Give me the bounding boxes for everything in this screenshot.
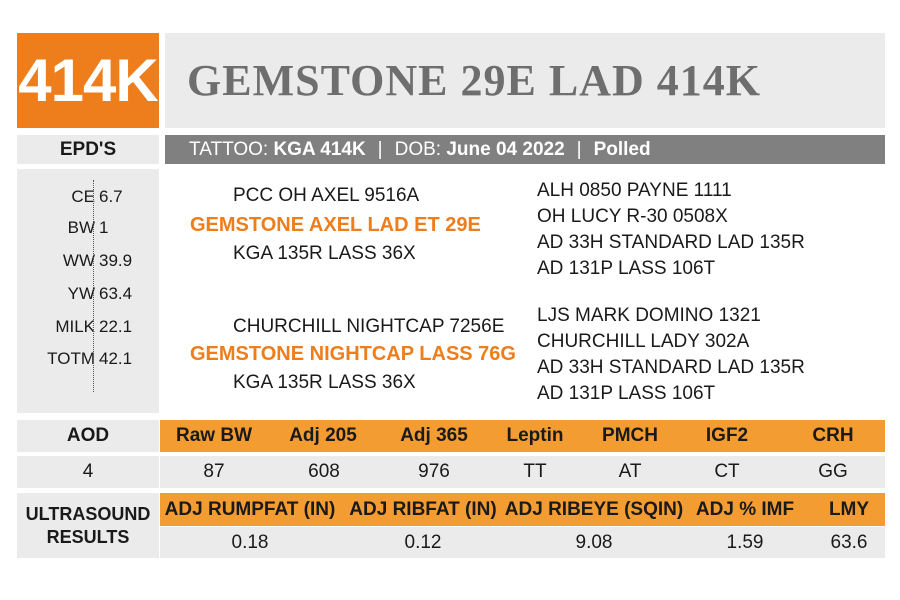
epd-row (17, 187, 159, 211)
epd-label: MILK (55, 317, 95, 336)
info-separator: | (576, 138, 582, 160)
info-bar (165, 135, 885, 164)
sire-sire: PCC OH AXEL 9516A (233, 185, 420, 206)
ancestor: AD 33H STANDARD LAD 135R (537, 357, 805, 378)
ultrasound-header: ADJ % IMF (695, 498, 795, 520)
aod-label: AOD (17, 420, 159, 452)
info-separator: | (377, 138, 383, 160)
ancestor: AD 33H STANDARD LAD 135R (537, 232, 805, 253)
ultrasound-header-row (160, 493, 885, 526)
aod-value: 4 (17, 456, 159, 488)
ancestor: OH LUCY R-30 0508X (537, 206, 728, 227)
ancestor: CHURCHILL LADY 302A (537, 331, 750, 352)
lot-number-badge: 414K (17, 33, 159, 128)
epds-header: EPD'S (17, 135, 159, 164)
performance-header: Leptin (506, 425, 564, 446)
performance-value: TT (523, 461, 547, 482)
performance-header: CRH (812, 425, 854, 446)
performance-header-row (160, 420, 885, 452)
epd-row (17, 349, 159, 373)
performance-value: AT (618, 461, 642, 482)
dam-name: GEMSTONE NIGHTCAP LASS 76G (190, 343, 516, 365)
epd-row (17, 251, 159, 275)
ancestor: ALH 0850 PAYNE 1111 (537, 180, 732, 201)
performance-header: Adj 365 (400, 425, 468, 446)
epd-row (17, 218, 159, 242)
epd-value: 39.9 (99, 251, 133, 270)
ultrasound-label-line1: ULTRASOUND (25, 503, 151, 524)
performance-header: Adj 205 (289, 425, 357, 446)
epd-row (17, 284, 159, 308)
epd-panel (17, 169, 159, 413)
tattoo-label: TATTOO: (189, 138, 269, 160)
ultrasound-header: ADJ RIBFAT (IN) (349, 498, 497, 520)
ultrasound-value: 1.59 (726, 531, 764, 553)
epd-value: 42.1 (99, 349, 133, 368)
ultrasound-label (17, 493, 159, 558)
tattoo-value: KGA 414K (273, 138, 366, 160)
performance-value: 87 (203, 461, 225, 482)
dam-dam: KGA 135R LASS 36X (233, 372, 416, 393)
ultrasound-value: 9.08 (575, 531, 613, 553)
epd-value: 6.7 (99, 187, 123, 206)
dob-label: DOB: (394, 138, 442, 160)
animal-name-title: GEMSTONE 29E LAD 414K (165, 33, 885, 128)
ultrasound-value-row (160, 527, 885, 558)
performance-value: GG (818, 461, 848, 482)
epd-value: 22.1 (99, 317, 133, 336)
epd-label: YW (67, 284, 95, 303)
performance-value-row (160, 456, 885, 488)
epd-divider (93, 180, 94, 392)
ultrasound-label-line2: RESULTS (46, 526, 130, 547)
performance-header: IGF2 (705, 425, 749, 446)
performance-header: PMCH (602, 425, 658, 446)
epd-label: CE (71, 187, 95, 206)
sire-name: GEMSTONE AXEL LAD ET 29E (190, 214, 481, 236)
ultrasound-value: 63.6 (830, 531, 868, 553)
ultrasound-value: 0.12 (404, 531, 442, 553)
sire-dam: KGA 135R LASS 36X (233, 243, 416, 264)
dam-sire: CHURCHILL NIGHTCAP 7256E (233, 316, 505, 337)
epd-value: 1 (99, 218, 109, 237)
ancestor: AD 131P LASS 106T (537, 258, 716, 279)
epd-value: 63.4 (99, 284, 133, 303)
performance-value: CT (714, 461, 740, 482)
performance-value: 976 (418, 461, 450, 482)
polled-status: Polled (593, 138, 651, 160)
ultrasound-header: ADJ RUMPFAT (IN) (164, 498, 336, 520)
ancestor: AD 131P LASS 106T (537, 383, 716, 404)
epd-label: TOTM (47, 349, 95, 368)
performance-header: Raw BW (176, 425, 252, 446)
dob-value: June 04 2022 (446, 138, 565, 160)
ultrasound-header: LMY (828, 498, 870, 520)
epd-row (17, 317, 159, 341)
epd-label: BW (67, 218, 95, 237)
epd-label: WW (62, 251, 95, 270)
ancestor: LJS MARK DOMINO 1321 (537, 305, 761, 326)
ultrasound-header: ADJ RIBEYE (SQIN) (504, 498, 684, 520)
ultrasound-value: 0.18 (231, 531, 269, 553)
performance-value: 608 (308, 461, 340, 482)
